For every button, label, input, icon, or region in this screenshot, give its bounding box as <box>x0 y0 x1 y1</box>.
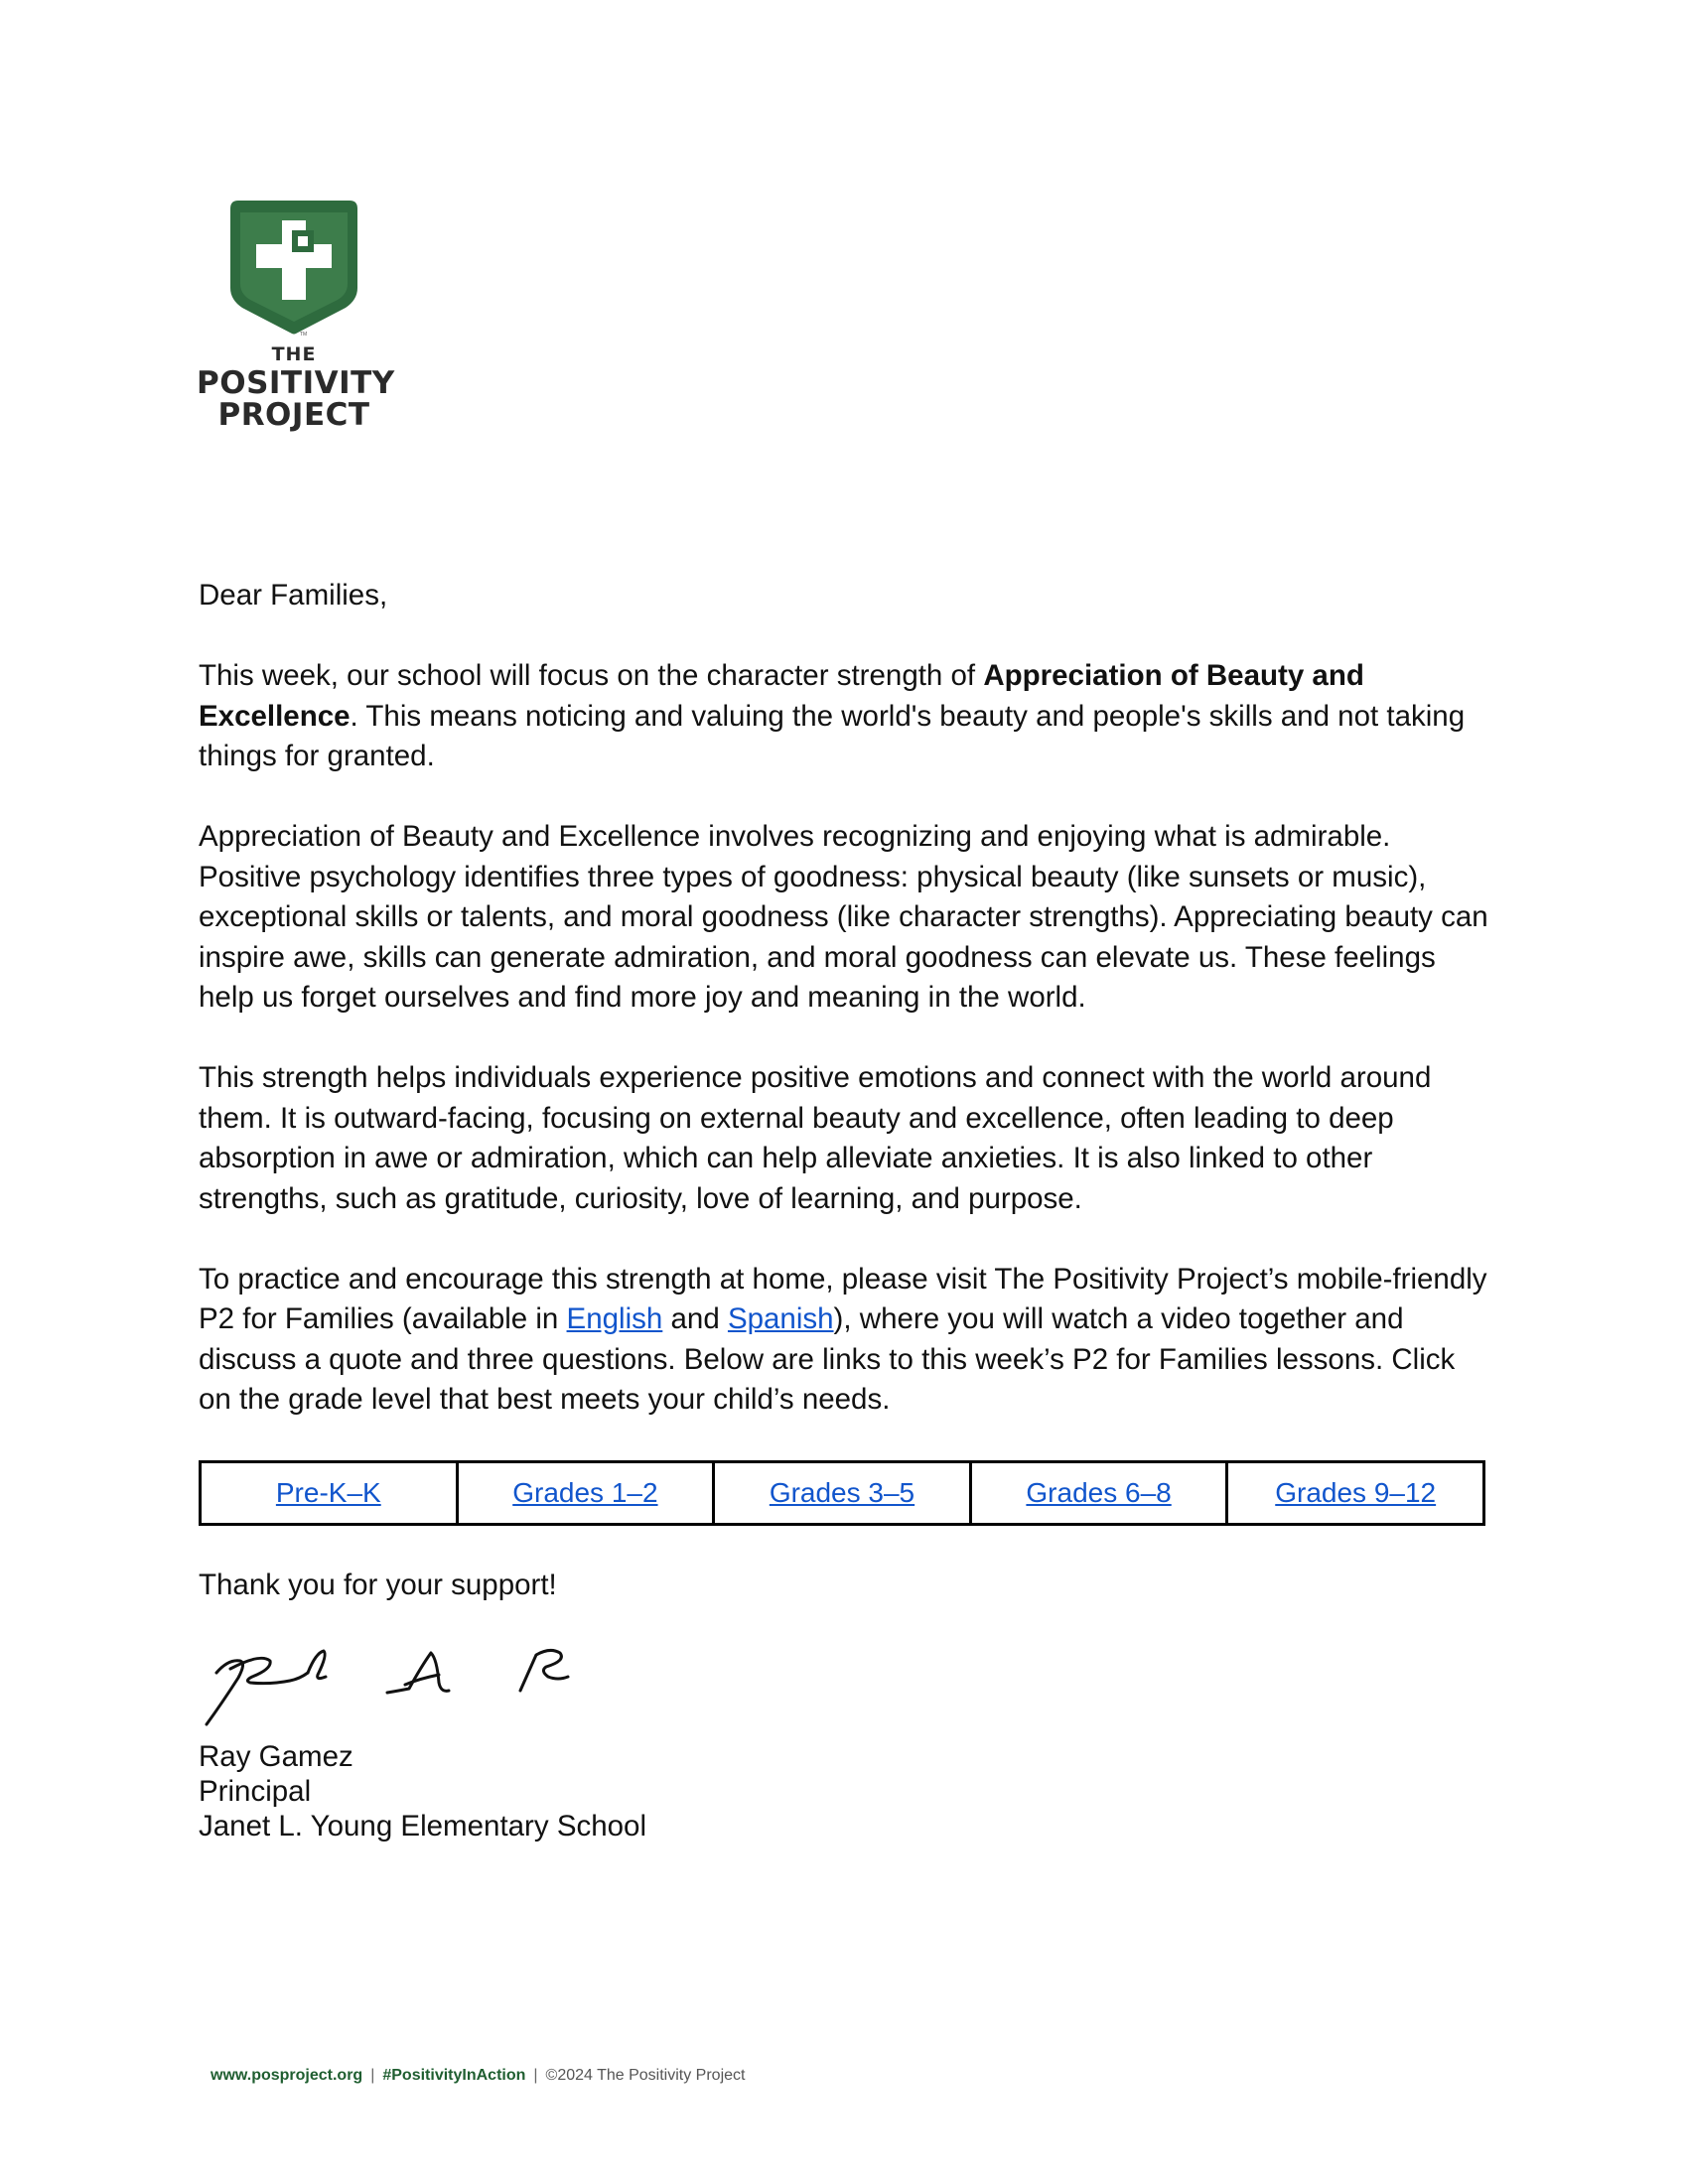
footer-separator: | <box>533 2067 538 2084</box>
paragraph-3: This strength helps individuals experience positive emotions and connect with the world around them. It is outward-facing, focusing on external beauty and excellence, often leading to deep absorption in awe or admiration, which can help alleviate anxieties. It is also linked to other strengths, such as gratitude, curiosity, love of learning, and purpose. <box>199 1061 1432 1215</box>
positivity-project-logo <box>197 197 395 433</box>
grade-link-9-12[interactable]: Grades 9–12 <box>1275 1477 1437 1508</box>
logo-line-project: PROJECT <box>217 397 370 433</box>
logo-tm: TM <box>300 332 308 338</box>
grade-links-table <box>199 1460 1485 1526</box>
grade-link-6-8[interactable]: Grades 6–8 <box>1026 1477 1172 1508</box>
grade-link-3-5[interactable]: Grades 3–5 <box>769 1477 915 1508</box>
grade-link-1-2[interactable]: Grades 1–2 <box>512 1477 658 1508</box>
footer <box>211 2067 745 2085</box>
signer-name: Ray Gamez <box>199 1740 353 1773</box>
grade-cell <box>457 1462 714 1525</box>
grade-cell <box>714 1462 971 1525</box>
grade-cell <box>201 1462 458 1525</box>
grade-cell <box>1227 1462 1484 1525</box>
paragraph-1: This week, our school will focus on the character strength of Appreciation of Beauty and Excellence. This means noticing and valuing the world's beauty and people's skills and not taking things for granted. <box>199 659 1466 772</box>
strength-name: Appreciation of Beauty and Excellence <box>199 659 1364 733</box>
footer-separator: | <box>370 2067 375 2084</box>
footer-copyright: ©2024 The Positivity Project <box>545 2067 746 2084</box>
paragraph-4: To practice and encourage this strength at home, please visit The Positivity Project’s mobile-friendly P2 for Families (available in English and Spanish), where you will watch a video together and discuss a quote and three questions. Below are links to this week’s P2 for Families lessons. Click on the grade level that best meets your child’s needs. <box>199 1262 1487 1416</box>
grade-link-prek-k[interactable]: Pre-K–K <box>275 1477 381 1508</box>
spanish-link[interactable]: Spanish <box>727 1302 834 1335</box>
signature-image <box>201 1633 598 1737</box>
signer-title: Principal <box>199 1775 312 1808</box>
english-link[interactable]: English <box>566 1302 663 1335</box>
signature-icon <box>201 1633 598 1732</box>
grade-cell <box>970 1462 1227 1525</box>
letter-body <box>199 576 1489 1460</box>
paragraph-2: Appreciation of Beauty and Excellence involves recognizing and enjoying what is admirable. Positive psychology identifies three types of goodness: physical beauty (like sunsets or music), exceptional skills or talents, and moral goodness (like character strengths). Appreciating beauty can inspire awe, skills can generate admiration, and moral goodness can elevate us. These feelings help us forget ourselves and find more joy and meaning in the world. <box>199 820 1488 1014</box>
thanks-line: Thank you for your support! <box>199 1569 557 1601</box>
footer-hashtag: #PositivityInAction <box>382 2067 526 2084</box>
logo-line-positivity: POSITIVITY <box>197 365 395 401</box>
logo-line-the: THE <box>271 343 317 365</box>
footer-website[interactable]: www.posproject.org <box>211 2067 363 2084</box>
greeting: Dear Families, <box>199 579 388 612</box>
signer-school: Janet L. Young Elementary School <box>199 1810 647 1843</box>
signer-block <box>199 1739 646 1843</box>
shield-plus-icon <box>226 197 361 336</box>
